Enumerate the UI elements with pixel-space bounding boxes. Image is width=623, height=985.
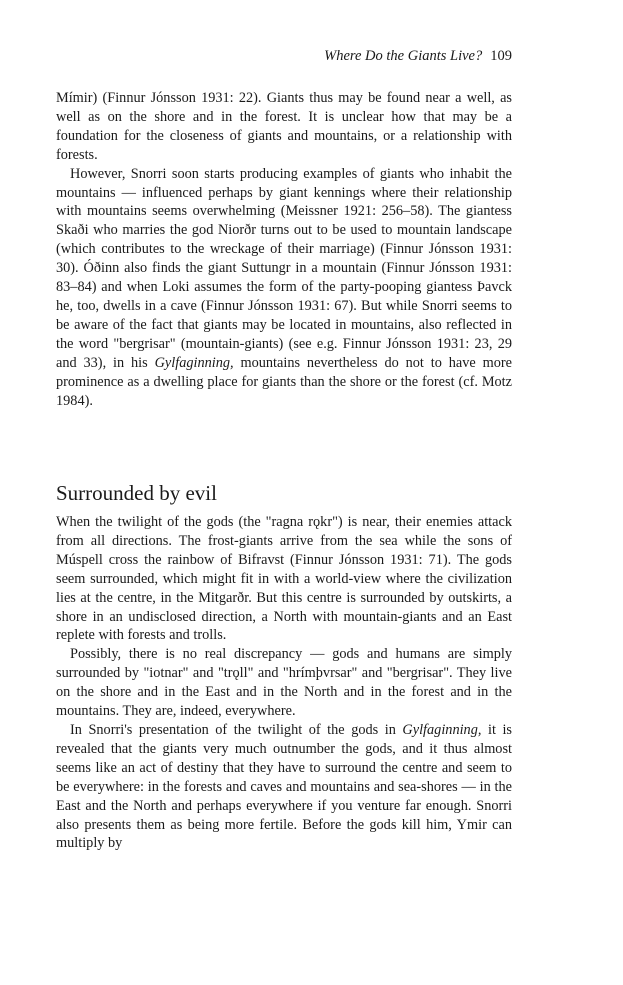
running-head	[324, 48, 512, 65]
paragraph-text: mountains nevertheless do not to have more prominence as a dwelling place for giants than the shore or the forest (cf. Motz 1984).	[56, 354, 512, 409]
section-1-body	[56, 89, 512, 410]
paragraph: Mímir) (Finnur Jónsson 1931: 22). Giants thus may be found near a well, as well as on the shore and in the forest. It is unclear how that may be a foundation for the closeness of giants and mountains, or a relationship with forests.	[56, 90, 512, 163]
page-number: 109	[490, 48, 512, 64]
section-heading: Surrounded by evil	[56, 481, 217, 505]
paragraph	[56, 721, 512, 853]
paragraph-text: it is revealed that the giants very much outnumber the gods, and it thus almost seems like an act of destiny that they have to surround the centre and seem to be everywhere: in the forests and caves and mountains and sea-shores — in the East and the North and perhaps everywhere if you venture far enough. Snorri also presents them as being more fertile. Before the gods kill him, Ymir can multiply by	[56, 721, 512, 852]
paragraph-text: However, Snorri soon starts producing examples of giants who inhabit the mountains — influenced perhaps by giant kennings where their relationship with mountains seems overwhelming (Meissner 1921: 256–58). The giantess Skaði who marries the god Niorðr turns out to be used to mountain landscape (which contributes to the wreckage of their marriage) (Finnur Jónsson 1931: 30). Óðinn also finds the giant Suttungr in a mountain (Finnur Jónsson 1931: 83–84) and when Loki assumes the form of the party-pooping giantess Þavck he, too, dwells in a cave (Finnur Jónsson 1931: 67). But while Snorri seems to be aware of the fact that giants may be located in mountains, also reflected in the word "bergrisar" (mountain-giants) (see e.g. Finnur Jónsson 1931: 23, 29 and 33), in his	[56, 165, 512, 371]
section-2-body	[56, 513, 512, 853]
paragraph-text: In Snorri's presentation of the twilight of the gods in	[70, 721, 403, 738]
italic-title: Gylfaginning,	[402, 721, 482, 738]
running-head-title: Where Do the Giants Live?	[324, 48, 483, 64]
paragraph: When the twilight of the gods (the "ragna rǫkr") is near, their enemies attack from all directions. The frost-giants arrive from the sea while the sons of Múspell cross the rainbow of Bifravst (Finnur Jónsson 1931: 71). The gods seem surrounded, which might fit in with a world-view where the civilization lies at the centre, in the Mitgarðr. But this centre is surrounded by outskirts, a shore in an undisclosed direction, a North with mountain-giants and an East replete with forests and trolls.	[56, 514, 512, 644]
italic-title: Gylfaginning,	[154, 354, 234, 371]
paragraph	[56, 165, 512, 411]
paragraph: Possibly, there is no real discrepancy — gods and humans are simply surrounded by "iotnar" and "trǫll" and "hrímþvrsar" and "bergrisar". They live on the shore and in the East and in the North and in the forest and in the mountains. They are, indeed, everywhere.	[56, 646, 512, 720]
